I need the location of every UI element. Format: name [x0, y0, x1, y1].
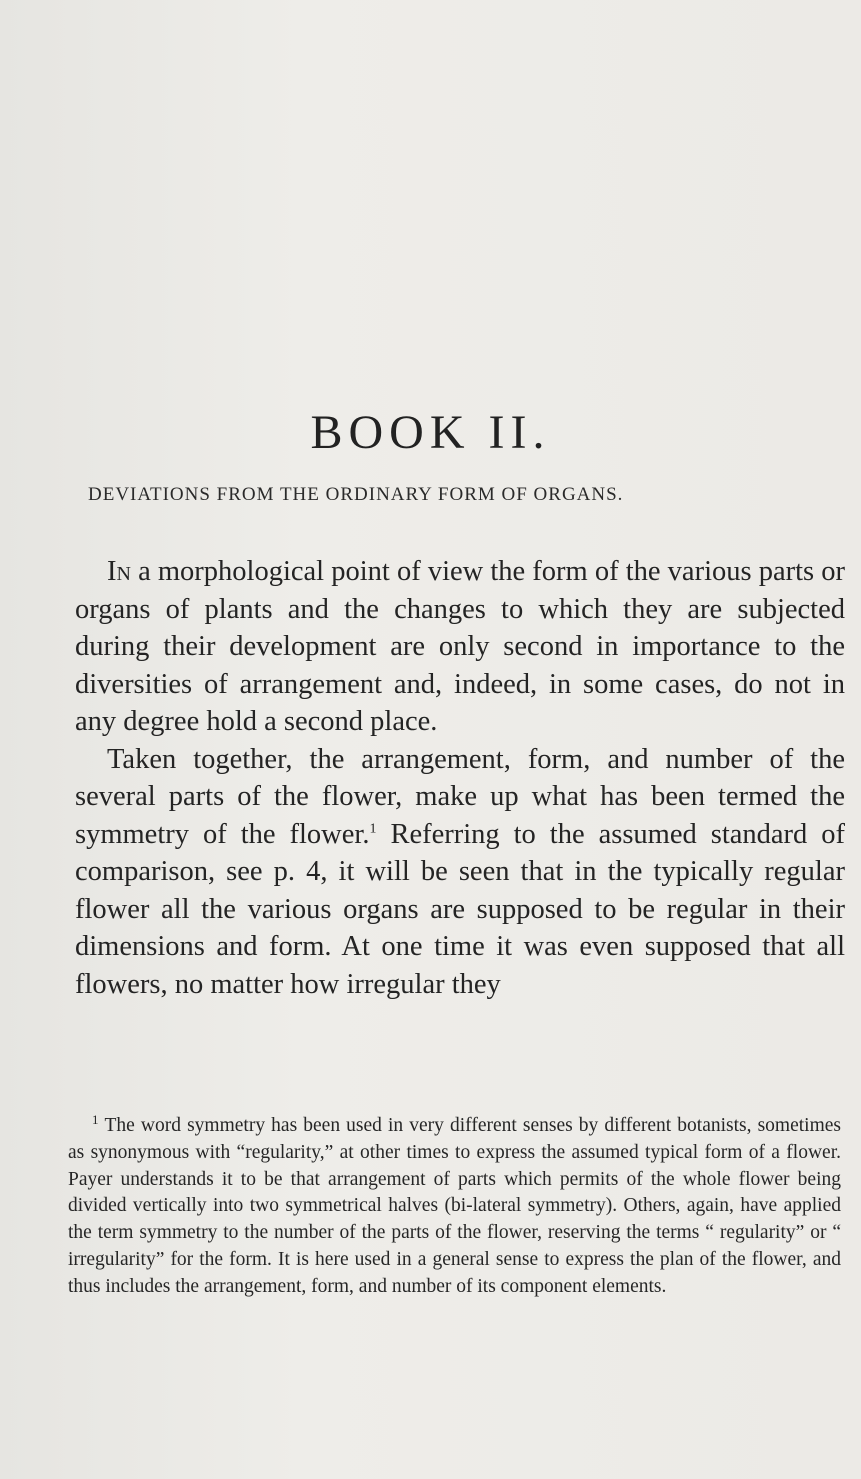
footnote — [68, 1113, 841, 1301]
chapter-subtitle: DEVIATIONS FROM THE ORDINARY FORM OF ORGANS. — [88, 484, 624, 505]
paragraph-2 — [75, 741, 845, 1004]
body-text — [75, 553, 845, 1003]
footnote-marker: 1 — [92, 1111, 99, 1127]
paragraph-1 — [75, 553, 845, 741]
paragraph-2-text-b: Referring to the assumed standard of comparison, see p. 4, it will be seen that in the typically regular flower all the various organs are supposed to be regular in their dimensions and form. At one time it was even supposed that all flowers, no matter how irregular they — [75, 818, 846, 1000]
paragraph-2-text-a: Taken together, the arrangement, form, and number of the several parts of the flower, make up what has been termed the symmetry of the flower. — [75, 743, 845, 850]
paragraph-lead-word: In — [107, 556, 131, 587]
footnote-text: The word symmetry has been used in very different senses by different botanists, sometimes as synonymous with “regularity,” at other times to express the assumed typical form of a flower. Payer understands it to be that arrangement of parts which permits of the whole flower being divided vertically into two symmetrical halves (bi-lateral symmetry). Others, again, have applied the term symmetry to the number of the parts of the flower, reserving the terms “ regularity” or “ irregularity” for the form. It is here used in a general sense to express the plan of the flower, and thus includes the arrangement, form, and number of its component elements. — [68, 1115, 841, 1297]
footnote-reference: 1 — [369, 821, 377, 836]
book-title: BOOK II. — [310, 406, 551, 459]
paragraph-1-text: a morphological point of view the form of the various parts or organs of plants and the changes to which they are subjected during their development are only second in importance to the diversities of arrangement and, indeed, in some cases, do not in any degree hold a second place. — [75, 556, 845, 737]
